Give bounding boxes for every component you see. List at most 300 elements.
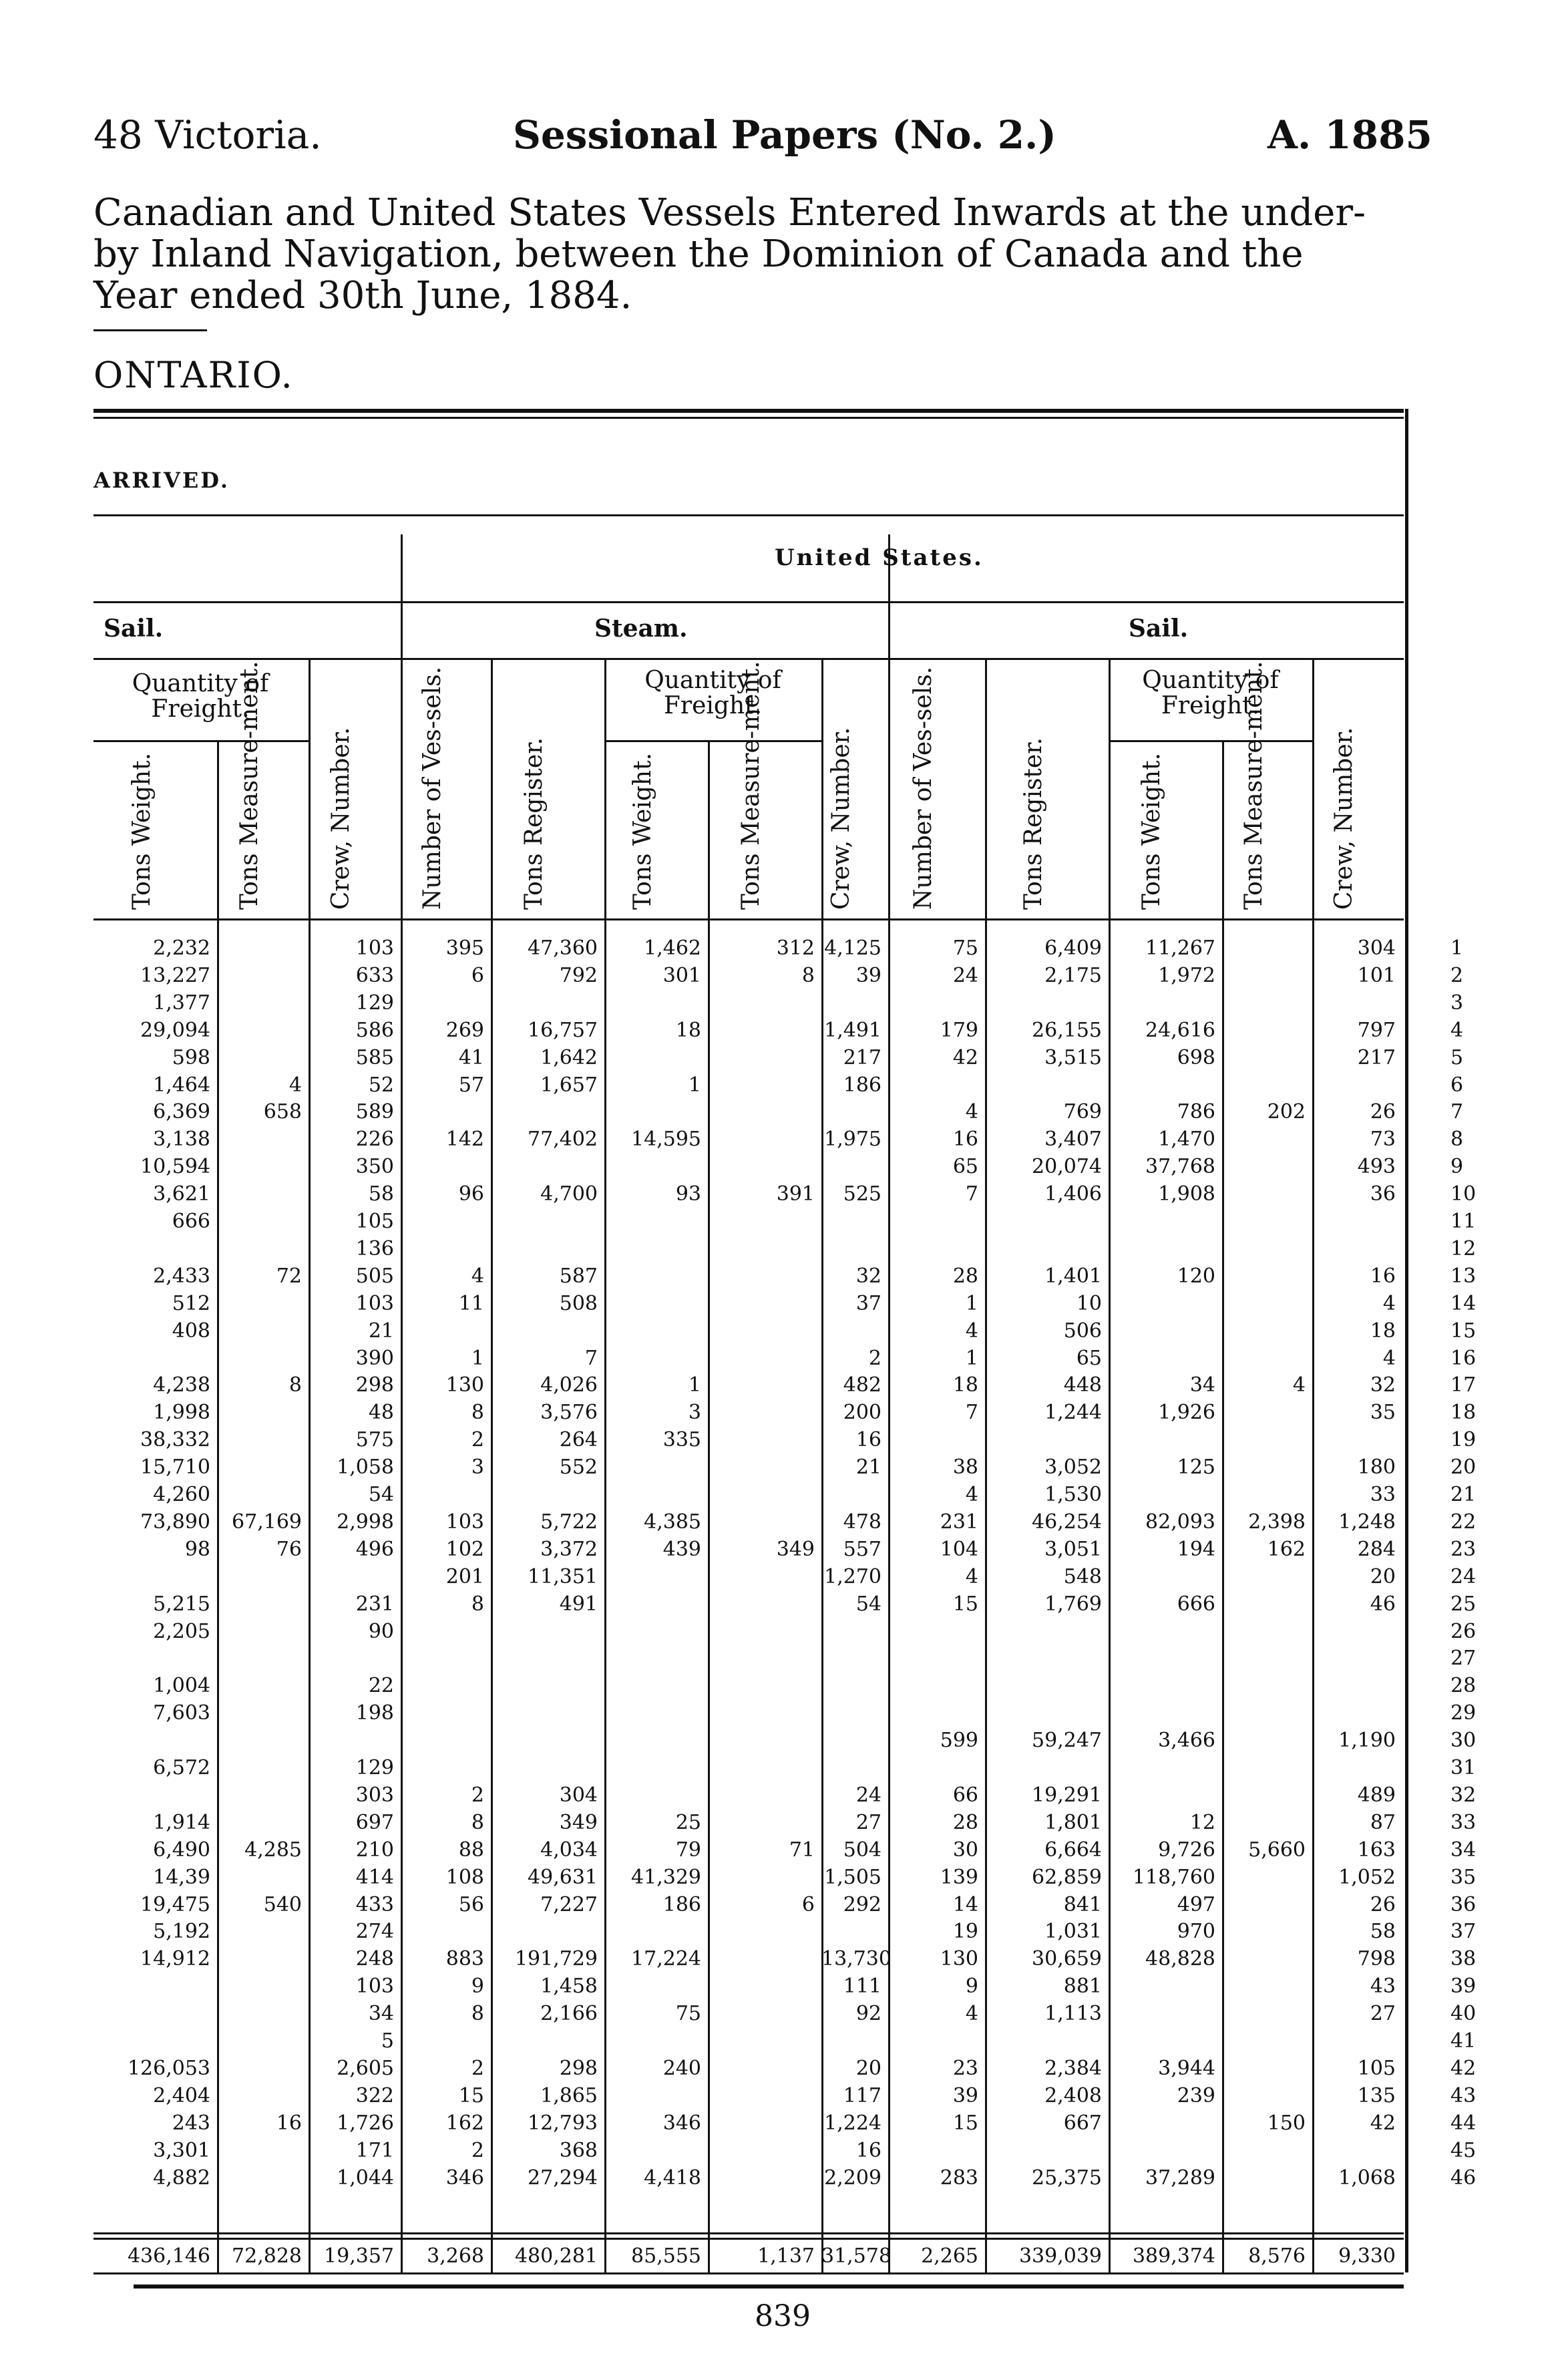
table-cell: 87 [1370,1810,1396,1834]
table-cell: 3,051 [1044,1537,1102,1561]
table-cell: 27,294 [528,2166,598,2190]
table-cell [821,1755,881,1782]
table-cell: 1 [688,1073,701,1097]
table-cell: 504 [843,1838,881,1862]
table-cell [604,1454,701,1481]
table-cell: 1,998 [153,1401,210,1425]
table-cell: 25,375 [1032,2166,1102,2190]
table-cell: 4,260 [153,1483,210,1506]
table-cell: 10,594 [140,1155,210,1179]
table-cell: 26,155 [1032,1018,1102,1042]
table-cell [604,1564,701,1590]
table-cell: 1,248 [1338,1510,1396,1534]
table-cell [1109,990,1215,1017]
table-cell: 21 [855,1456,881,1480]
table-cell: 82,093 [1145,1510,1215,1534]
table-cell: 191,729 [514,1947,598,1971]
table-cell: 8 [471,1401,484,1425]
table-cell: 586 [355,1018,394,1042]
table-cell: 194 [1177,1537,1215,1561]
table-cell: 46,254 [1032,1510,1102,1534]
table-cell [491,990,598,1017]
table-cell: 129 [355,991,394,1015]
table-cell [93,1564,210,1590]
table-cell: 4,026 [540,1373,598,1397]
table-cell [604,1345,701,1372]
table-cell: 4,285 [244,1838,302,1862]
table-cell [217,1427,302,1454]
column-header: Crew, Number. [1330,727,1358,910]
table-cell: 104 [940,1537,978,1561]
table-cell [888,1208,978,1235]
table-cell [1222,2165,1306,2192]
table-cell: 22 [368,1674,394,1698]
table-cell: 506 [1063,1319,1102,1343]
table-cell [604,2138,701,2164]
table-cell [217,1345,302,1372]
table-cell: 24 [952,963,978,987]
rule-after-totals [93,2272,1404,2274]
table-cell: 1,401 [1044,1264,1102,1288]
table-cell: 11,351 [528,1564,598,1588]
table-cell: 201 [445,1564,484,1588]
table-cell: 72 [276,1264,302,1288]
table-cell: 105 [1357,2056,1396,2080]
table-cell: 598 [172,1045,210,1069]
row-number: 28 [1450,1674,1477,1698]
caption-rule [93,329,207,331]
subgroup-qty-freight-2: Quantity of Freight. [644,667,781,719]
table-cell: 248 [355,1947,394,1971]
table-cell: 102 [445,1537,484,1561]
table-cell [217,1236,302,1262]
table-cell [708,1755,815,1782]
table-cell [604,990,701,1017]
row-number: 42 [1450,2056,1477,2080]
table-cell: 103 [355,937,394,960]
table-cell: 1,004 [153,1674,210,1698]
table-cell [1109,1208,1215,1235]
table-cell: 1,530 [1044,1483,1102,1506]
table-cell [217,1782,302,1809]
table-cell: 18 [952,1373,978,1397]
table-cell [985,1236,1102,1262]
table-cell: 390 [355,1346,394,1370]
total-cell: 19,357 [324,2244,394,2268]
table-cell [708,1208,815,1235]
row-number: 13 [1450,1264,1477,1288]
table-cell: 512 [172,1291,210,1315]
table-cell [217,1973,302,2000]
table-cell [1312,2028,1396,2055]
row-number: 10 [1450,1182,1477,1206]
table-cell: 1,464 [153,1073,210,1097]
table-cell: 57 [458,1073,484,1097]
table-cell: 298 [355,1373,394,1397]
table-cell: 2,404 [153,2083,210,2107]
table-cell: 202 [1267,1100,1306,1124]
table-cell [604,1619,701,1645]
rule-bottom [134,2284,1404,2288]
table-cell [1222,1236,1306,1262]
table-cell [1222,963,1306,989]
table-cell: 3,052 [1044,1456,1102,1480]
table-cell [401,1619,484,1645]
total-cell: 85,555 [631,2244,701,2268]
table-cell: 4 [965,2002,978,2026]
table-cell: 88 [458,1838,484,1862]
table-cell: 1,491 [824,1018,881,1042]
table-cell: 4 [1382,1291,1396,1315]
row-number: 30 [1450,1729,1477,1753]
table-cell: 28 [952,1810,978,1834]
table-cell [401,1755,484,1782]
table-cell: 1 [965,1346,978,1370]
total-cell: 2,265 [921,2244,978,2268]
total-cell: 389,374 [1132,2244,1215,2268]
table-cell [217,1154,302,1180]
table-cell: 11 [458,1291,484,1315]
table-cell: 881 [1063,1975,1102,1999]
table-cell: 2,408 [1044,2083,1102,2107]
table-cell [604,1973,701,2000]
table-cell: 505 [355,1264,394,1288]
table-cell: 797 [1357,1018,1396,1042]
row-number: 8 [1450,1128,1464,1152]
table-cell: 6,409 [1044,937,1102,960]
table-cell: 667 [1063,2111,1102,2135]
table-cell [217,2138,302,2164]
table-cell [491,1645,598,1672]
table-cell: 269 [445,1018,484,1042]
table-cell [1109,2138,1215,2164]
total-cell: 8,576 [1248,2244,1306,2268]
table-cell: 666 [1177,1592,1215,1616]
table-cell: 2,398 [1248,1510,1306,1534]
table-cell [1222,1017,1306,1044]
table-cell [401,1727,484,1754]
table-cell [1222,1208,1306,1235]
table-cell [821,2028,881,2055]
table-cell: 508 [559,1291,598,1315]
table-cell: 540 [263,1892,302,1916]
table-cell [1109,1700,1215,1727]
group-us-sail: Sail. [1129,615,1189,643]
table-cell: 4 [1292,1373,1306,1397]
table-cell: 49,631 [528,1865,598,1889]
table-cell: 39 [952,2083,978,2107]
table-cell: 769 [1063,1100,1102,1124]
table-cell: 8 [288,1373,302,1397]
row-number: 39 [1450,1975,1477,1999]
table-cell: 129 [355,1756,394,1779]
table-cell [217,2083,302,2109]
table-cell: 37,768 [1145,1155,1215,1179]
table-cell [708,1399,815,1426]
table-cell [888,1619,978,1645]
row-number: 3 [1450,991,1464,1015]
table-cell: 179 [940,1018,978,1042]
table-cell: 525 [843,1182,881,1206]
table-cell: 2,232 [153,937,210,960]
table-cell: 2 [471,2056,484,2080]
table-cell: 2,205 [153,1619,210,1643]
table-cell: 12,793 [528,2111,598,2135]
table-cell [888,1427,978,1454]
table-cell [1222,1810,1306,1836]
table-cell: 16 [855,2138,881,2162]
rule-sub-1 [93,740,311,742]
table-cell: 162 [445,2111,484,2135]
table-cell: 6,572 [153,1756,210,1779]
table-cell: 349 [559,1810,598,1834]
table-cell: 4,700 [540,1182,598,1206]
table-cell [401,1318,484,1345]
table-cell: 48 [368,1401,394,1425]
row-number: 21 [1450,1483,1477,1506]
row-number: 11 [1450,1210,1477,1233]
row-number: 20 [1450,1456,1477,1480]
table-cell: 304 [559,1783,598,1807]
table-cell: 283 [940,2166,978,2190]
table-cell [708,1619,815,1645]
table-cell: 7 [965,1182,978,1206]
table-cell: 32 [855,1264,881,1288]
table-cell [93,1973,210,2000]
table-cell [985,1755,1102,1782]
table-cell [1312,1700,1396,1727]
table-cell [888,1645,978,1672]
table-cell: 58 [1370,1920,1396,1944]
row-number: 26 [1450,1619,1477,1643]
table-cell [93,1782,210,1809]
table-cell: 42 [1370,2111,1396,2135]
table-cell [217,1864,302,1891]
table-cell [708,1700,815,1727]
table-cell [1312,1208,1396,1235]
row-number: 35 [1450,1865,1477,1889]
table-cell: 9,726 [1158,1838,1215,1862]
table-cell [708,1864,815,1891]
table-cell [309,1564,394,1590]
table-cell: 15,710 [140,1456,210,1480]
table-cell: 18 [675,1018,701,1042]
table-cell [1222,935,1306,962]
caption-line-2: by Inland Navigation, between the Dominion of Canada and the [93,232,1304,276]
table-cell [985,1700,1102,1727]
table-cell [217,1318,302,1345]
table-cell: 75 [675,2002,701,2026]
table-cell [708,1072,815,1099]
table-cell: 32 [1370,1373,1396,1397]
table-cell: 105 [355,1210,394,1233]
table-cell [1312,1755,1396,1782]
table-cell [491,1208,598,1235]
table-cell [985,1208,1102,1235]
row-number: 40 [1450,2002,1477,2026]
table-cell: 284 [1357,1537,1396,1561]
table-cell: 19,291 [1032,1783,1102,1807]
table-cell [401,1099,484,1126]
table-cell: 41 [458,1045,484,1069]
table-cell [708,1564,815,1590]
table-cell: 1,058 [337,1456,394,1480]
table-cell [1312,1236,1396,1262]
table-cell: 39 [855,963,881,987]
table-cell [1222,1946,1306,1973]
table-cell [708,2001,815,2027]
table-cell: 66 [952,1783,978,1807]
table-cell: 136 [355,1236,394,1260]
table-cell: 231 [940,1510,978,1534]
table-cell [491,1482,598,1508]
table-cell [1109,1564,1215,1590]
table-cell: 2,433 [153,1264,210,1288]
table-cell [1222,2001,1306,2027]
table-cell: 3,466 [1158,1729,1215,1753]
table-cell [217,2165,302,2192]
table-cell: 38,332 [140,1428,210,1452]
table-cell: 56 [458,1892,484,1916]
column-header: Number of Ves-sels. [909,666,937,910]
table-cell: 3 [688,1401,701,1425]
table-cell [604,1591,701,1618]
column-header: Tons Measure-ment. [235,661,263,910]
table-cell: 1,470 [1158,1128,1215,1152]
table-cell: 34 [1189,1373,1215,1397]
row-number: 34 [1450,1838,1477,1862]
table-cell [401,1918,484,1945]
table-cell: 79 [675,1838,701,1862]
total-cell: 9,330 [1338,2244,1396,2268]
table-cell: 4 [965,1564,978,1588]
table-cell: 103 [445,1510,484,1534]
total-cell: 3,268 [427,2244,484,2268]
table-cell: 666 [172,1210,210,1233]
table-cell [1109,1345,1215,1372]
table-cell: 30,659 [1032,1947,1102,1971]
table-cell: 292 [843,1892,881,1916]
table-cell [708,1318,815,1345]
table-cell [1222,2138,1306,2164]
row-number: 18 [1450,1401,1477,1425]
table-cell [217,1126,302,1153]
table-cell: 54 [855,1592,881,1616]
table-cell [93,1645,210,1672]
table-cell [217,1755,302,1782]
table-cell: 3,372 [540,1537,598,1561]
table-cell: 5,215 [153,1592,210,1616]
header-session: 48 Victoria. [93,112,322,158]
united-states-heading: United States. [775,544,984,571]
table-cell: 1,865 [540,2083,598,2107]
table-cell: 75 [952,937,978,960]
table-cell [708,1154,815,1180]
table-cell: 15 [458,2083,484,2107]
table-cell: 15 [952,1592,978,1616]
table-cell [217,1482,302,1508]
column-header: Tons Weight. [1138,752,1165,910]
table-cell: 6 [471,963,484,987]
table-cell: 20,074 [1032,1155,1102,1179]
table-cell: 8 [801,963,815,987]
table-cell: 5,192 [153,1920,210,1944]
table-cell: 497 [1177,1892,1215,1916]
table-cell: 970 [1177,1920,1215,1944]
table-cell: 264 [559,1428,598,1452]
table-cell [821,1673,881,1699]
table-cell [401,1482,484,1508]
table-cell [821,1700,881,1727]
table-cell: 111 [843,1975,881,1999]
table-cell: 798 [1357,1947,1396,1971]
table-cell: 98 [184,1537,210,1561]
table-cell: 41,329 [631,1865,701,1889]
column-header: Tons Register. [1019,737,1047,910]
table-cell: 47,360 [528,937,598,960]
table-cell: 1,926 [1158,1401,1215,1425]
table-cell: 1,244 [1044,1401,1102,1425]
column-header: Crew, Number. [827,727,855,910]
table-cell [217,1208,302,1235]
table-cell: 14,39 [153,1865,210,1889]
table-cell: 698 [1177,1045,1215,1069]
table-cell [401,1208,484,1235]
column-header: Tons Measure-ment. [737,661,765,910]
table-cell: 13,227 [140,963,210,987]
table-cell [217,990,302,1017]
table-cell: 2 [471,1428,484,1452]
table-cell: 1,052 [1338,1865,1396,1889]
table-cell: 1,505 [824,1865,881,1889]
table-cell: 15 [952,2111,978,2135]
column-header: Tons Measure-ment. [1239,661,1267,910]
table-cell: 93 [675,1182,701,1206]
table-cell [217,1181,302,1208]
table-cell: 1,068 [1338,2166,1396,2190]
arrived-heading: ARRIVED. [93,468,230,493]
table-cell [491,1318,598,1345]
table-cell: 408 [172,1319,210,1343]
table-cell [1109,1619,1215,1645]
row-number: 14 [1450,1291,1477,1315]
table-cell: 16 [855,1428,881,1452]
table-cell: 4,125 [824,937,881,960]
table-cell [708,2138,815,2164]
table-cell [985,1427,1102,1454]
table-cell [708,1372,815,1399]
table-cell [1222,1427,1306,1454]
table-cell: 478 [843,1510,881,1534]
column-header: Number of Ves-sels. [418,666,446,910]
table-cell: 16 [276,2111,302,2135]
table-cell [309,1727,394,1754]
table-cell [821,1727,881,1754]
table-cell [1222,1973,1306,2000]
table-cell [1312,1619,1396,1645]
table-cell: 142 [445,1128,484,1152]
table-cell [217,1454,302,1481]
table-cell [217,2028,302,2055]
table-cell: 557 [843,1537,881,1561]
table-cell [217,1645,302,1672]
table-cell [888,1236,978,1262]
table-cell [708,1291,815,1317]
table-cell: 414 [355,1865,394,1889]
caption-line-3: Year ended 30th June, 1884. [93,274,632,317]
table-cell: 3,407 [1044,1128,1102,1152]
table-cell [604,1263,701,1290]
